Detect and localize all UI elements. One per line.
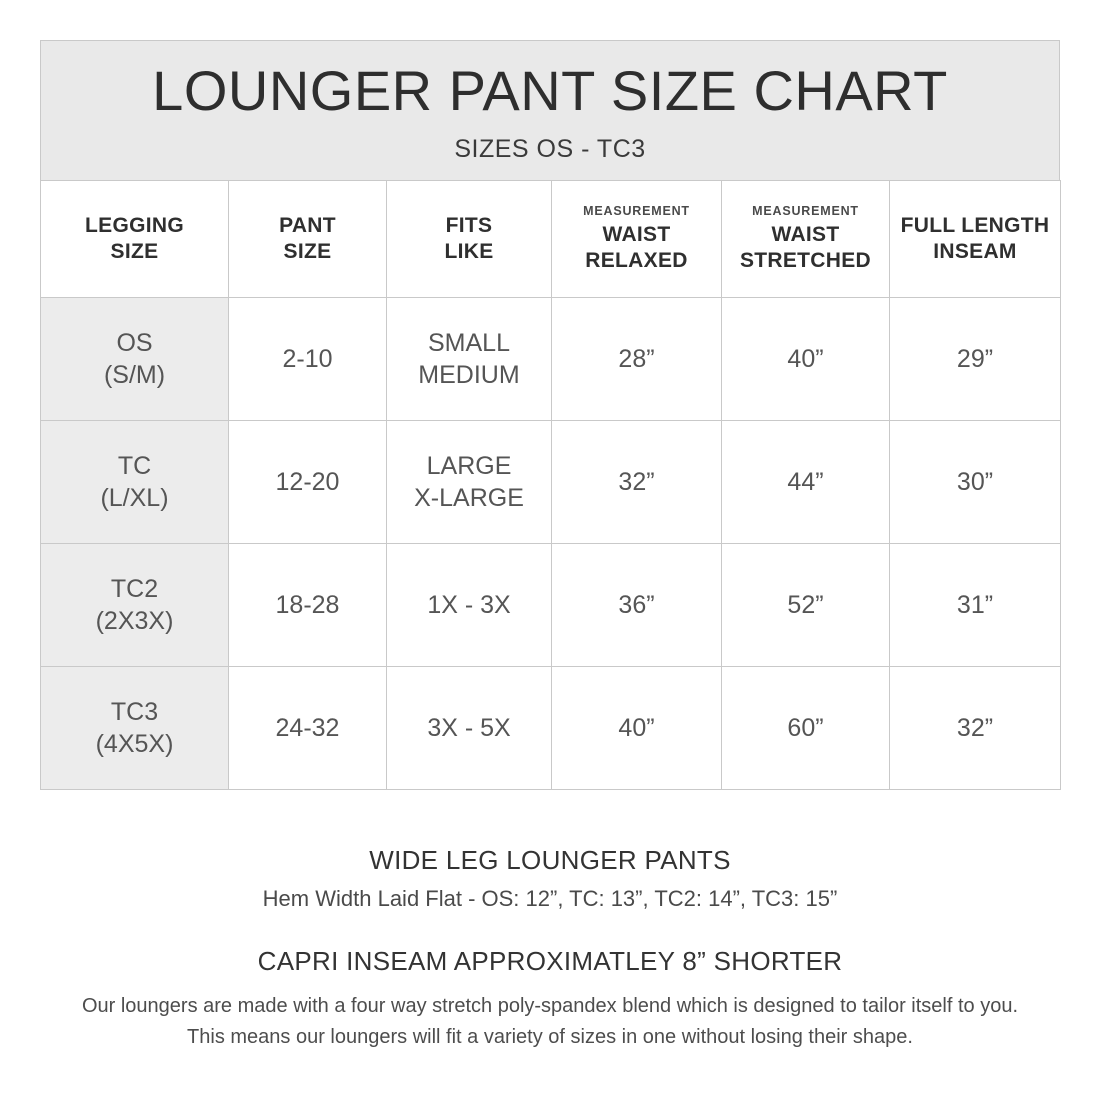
cell-waist-stretched: 44” xyxy=(722,421,890,544)
column-header-line: RELAXED xyxy=(585,249,688,273)
cell-full-length-inseam: 32” xyxy=(890,667,1061,790)
column-header-line: WAIST xyxy=(602,223,671,247)
column-header-overline: MEASUREMENT xyxy=(752,204,859,219)
cell-legging-size xyxy=(41,298,229,421)
cell-fits-like xyxy=(387,421,552,544)
column-header-fits-like xyxy=(387,181,552,298)
cell-waist-stretched: 40” xyxy=(722,298,890,421)
chart-subtitle: SIZES OS - TC3 xyxy=(454,135,646,164)
column-header-line: LEGGING xyxy=(85,214,184,238)
cell-legging-size xyxy=(41,544,229,667)
column-header-waist-stretched xyxy=(722,181,890,298)
table-row xyxy=(41,667,1061,790)
cell-full-length-inseam: 29” xyxy=(890,298,1061,421)
cell-pant-size: 2-10 xyxy=(229,298,387,421)
column-header-line: WAIST xyxy=(771,223,840,247)
cell-full-length-inseam: 30” xyxy=(890,421,1061,544)
cell-fits-like xyxy=(387,667,552,790)
fits-like-line: SMALL xyxy=(428,329,510,358)
column-header-pant-size xyxy=(229,181,387,298)
footer-hem-width: Hem Width Laid Flat - OS: 12”, TC: 13”, TC2: 14”, TC3: 15” xyxy=(262,886,838,911)
legging-size-value: OS xyxy=(116,329,153,358)
footer-capri-note: CAPRI INSEAM APPROXIMATLEY 8” SHORTER xyxy=(257,946,843,976)
cell-legging-size xyxy=(41,421,229,544)
legging-size-value: TC xyxy=(117,452,152,481)
fits-like-line: X-LARGE xyxy=(414,484,524,513)
column-header-line: STRETCHED xyxy=(739,249,872,273)
column-header-line: SIZE xyxy=(110,240,159,264)
column-header-overline: MEASUREMENT xyxy=(583,204,690,219)
cell-fits-like xyxy=(387,544,552,667)
legging-size-sub: (L/XL) xyxy=(100,484,169,513)
fits-like-line: 3X - 5X xyxy=(427,714,511,743)
page-title: LOUNGER PANT SIZE CHART xyxy=(152,59,948,122)
column-header-line: LIKE xyxy=(444,240,494,264)
column-header-line: PANT xyxy=(279,214,336,238)
column-header-line: SIZE xyxy=(283,240,332,264)
legging-size-value: TC3 xyxy=(110,698,159,727)
cell-waist-relaxed: 40” xyxy=(552,667,722,790)
cell-full-length-inseam: 31” xyxy=(890,544,1061,667)
size-table xyxy=(40,180,1061,790)
column-header-line: INSEAM xyxy=(933,240,1017,264)
cell-waist-stretched: 60” xyxy=(722,667,890,790)
column-header-line: FULL LENGTH xyxy=(900,214,1050,238)
fits-like-line: 1X - 3X xyxy=(427,591,511,620)
size-chart xyxy=(40,40,1060,790)
legging-size-value: TC2 xyxy=(110,575,159,604)
legging-size-sub: (4X5X) xyxy=(95,730,174,759)
fits-like-line: LARGE xyxy=(426,452,512,481)
cell-pant-size: 12-20 xyxy=(229,421,387,544)
fits-like-line: MEDIUM xyxy=(418,361,520,390)
legging-size-sub: (S/M) xyxy=(103,361,166,390)
cell-waist-relaxed: 32” xyxy=(552,421,722,544)
column-header-full-length-inseam xyxy=(890,181,1061,298)
table-header-row xyxy=(41,181,1061,298)
footer-product-title: WIDE LEG LOUNGER PANTS xyxy=(369,845,731,875)
column-header-waist-relaxed xyxy=(552,181,722,298)
cell-pant-size: 18-28 xyxy=(229,544,387,667)
column-header-legging-size xyxy=(41,181,229,298)
cell-waist-relaxed: 28” xyxy=(552,298,722,421)
cell-waist-stretched: 52” xyxy=(722,544,890,667)
legging-size-sub: (2X3X) xyxy=(95,607,174,636)
column-header-line: FITS xyxy=(445,214,493,238)
cell-pant-size: 24-32 xyxy=(229,667,387,790)
table-row xyxy=(41,298,1061,421)
cell-fits-like xyxy=(387,298,552,421)
footer-notes xyxy=(40,833,1060,1053)
footer-description: Our loungers are made with a four way stretch poly-spandex blend which is designed to tailor itself to you. This means our loungers will fit a variety of sizes in one without losing their shape. xyxy=(81,995,1019,1048)
chart-header xyxy=(40,40,1060,180)
table-row xyxy=(41,421,1061,544)
cell-waist-relaxed: 36” xyxy=(552,544,722,667)
cell-legging-size xyxy=(41,667,229,790)
table-row xyxy=(41,544,1061,667)
